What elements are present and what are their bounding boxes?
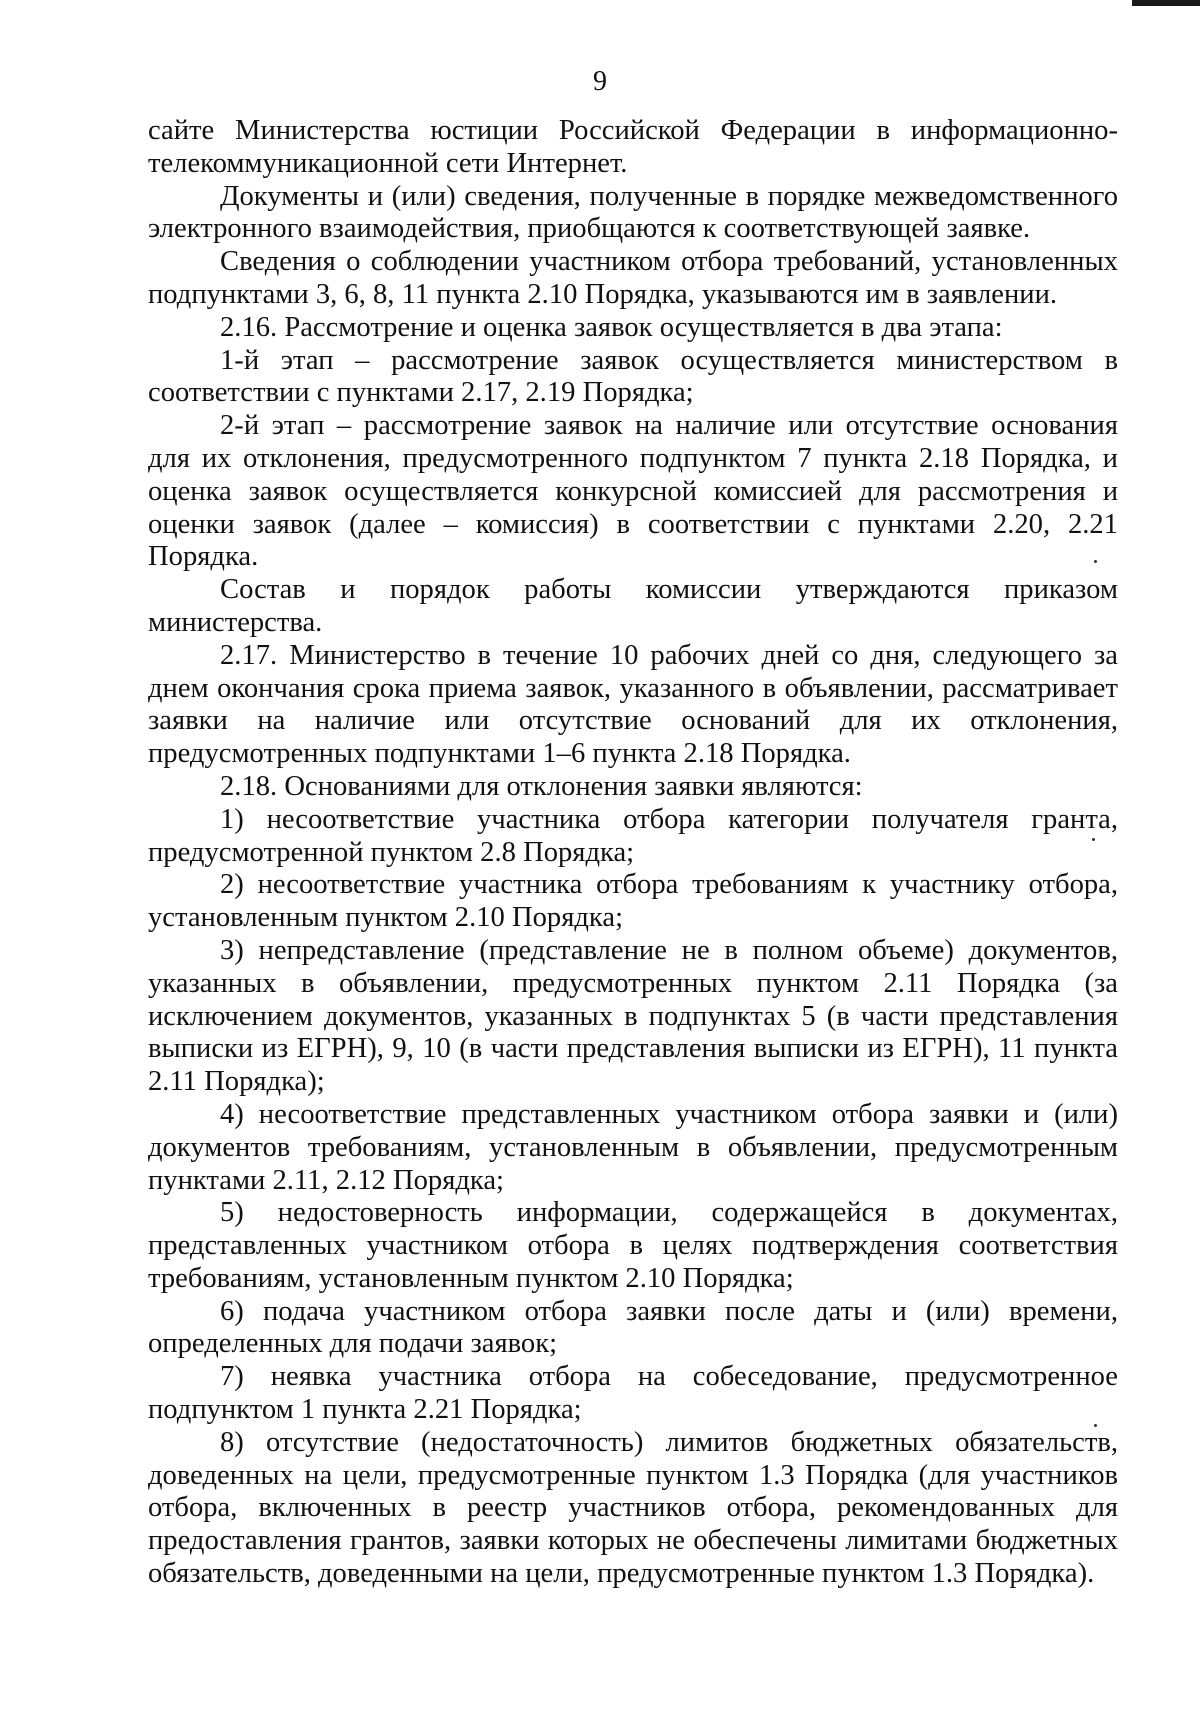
paragraph: 2-й этап – рассмотрение заявок на наличие или отсутствие основания для их отклонения, предусмотренного подпунктом 7 пункта 2.18 Порядка, и оценка заявок осуществляется конкурсной комиссией для рассмотрения и оценки заявок (далее – комиссия) в соответствии с пунктами 2.20, 2.21 Порядка.	[148, 410, 1118, 573]
section-heading-2-16: 2.16. Рассмотрение и оценка заявок осуществляется в два этапа:	[220, 311, 1003, 343]
scan-speck	[1092, 838, 1095, 841]
list-item: 8) отсутствие (недостаточность) лимитов бюджетных обязательств, доведенных на цели, предусмотренные пунктом 1.3 Порядка (для участников отбора, включенных в реестр участников отбора, рекомендованных для предоставления грантов, заявки которых не обеспечены лимитами бюджетных обязательств, доведенными на цели, предусмотренные пунктом 1.3 Порядка).	[148, 1426, 1118, 1590]
list-item: 4) несоответствие представленных участником отбора заявки и (или) документов требованиям, установленным в объявлении, предусмотренным пунктами 2.11, 2.12 Порядка;	[148, 1098, 1118, 1196]
page-number: 9	[593, 66, 607, 97]
scan-speck	[1094, 560, 1097, 563]
section-2-17: 2.17. Министерство в течение 10 рабочих дней со дня, следующего за днем окончания срока приема заявок, указанного в объявлении, рассматривает заявки на наличие или отсутствие оснований для их отклонения, предусмотренных подпунктами 1–6 пункта 2.18 Порядка.	[148, 639, 1118, 770]
list-item: 5) недостоверность информации, содержащейся в документах, представленных участником отбора в целях подтверждения соответствия требованиям, установленным пунктом 2.10 Порядка;	[148, 1197, 1118, 1294]
paragraph: Состав и порядок работы комиссии утверждаются приказом министерства.	[148, 574, 1118, 638]
list-item: 1) несоответствие участника отбора категории получателя гранта, предусмотренной пунктом 2.8 Порядка;	[148, 803, 1118, 868]
list-item: 7) неявка участника отбора на собеседование, предусмотренное подпунктом 1 пункта 2.21 Порядка;	[148, 1361, 1118, 1426]
paragraph: сайте Министерства юстиции Российской Федерации в информационно-телекоммуникационной сети Интернет.	[148, 115, 1118, 179]
list-item: 3) непредставление (представление не в полном объеме) документов, указанных в объявлении, предусмотренных пунктом 2.11 Порядка (за исключением документов, указанных в подпунктах 5 (в части представления выписки из ЕГРН), 9, 10 (в части представления выписки из ЕГРН), 11 пункта 2.11 Порядка);	[148, 934, 1118, 1098]
list-item: 2) несоответствие участника отбора требованиям к участнику отбора, установленным пунктом 2.10 Порядка;	[148, 869, 1118, 934]
paragraph: Документы и (или) сведения, полученные в порядке межведомственного электронного взаимодействия, приобщаются к соответствующей заявке.	[148, 180, 1118, 245]
section-heading-2-18: 2.18. Основаниями для отклонения заявки являются:	[220, 770, 863, 802]
paragraph: 1-й этап – рассмотрение заявок осуществляется министерством в соответствии с пунктами 2.17, 2.19 Порядка;	[148, 344, 1118, 409]
scan-corner-mark	[1132, 0, 1200, 6]
scan-speck	[1094, 1424, 1097, 1427]
list-item: 6) подача участником отбора заявки после даты и (или) времени, определенных для подачи заявок;	[148, 1295, 1118, 1360]
paragraph: Сведения о соблюдении участником отбора требований, установленных подпунктами 3, 6, 8, 11 пункта 2.10 Порядка, указываются им в заявлении.	[148, 246, 1118, 310]
document-body	[148, 115, 1118, 1591]
